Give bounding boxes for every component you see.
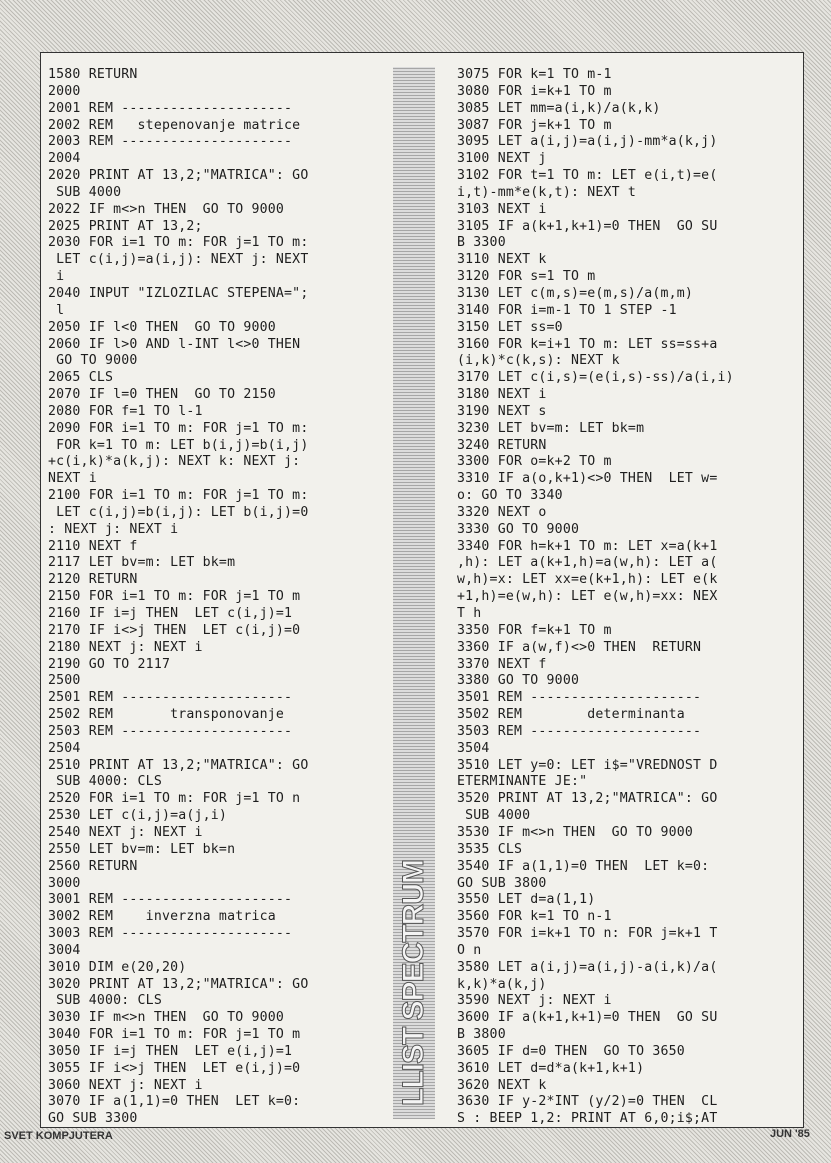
code-line: 2040 INPUT "IZLOZILAC STEPENA="; — [48, 285, 309, 301]
code-line: 2504 — [48, 740, 81, 756]
code-line: 2070 IF l=0 THEN GO TO 2150 — [48, 387, 276, 403]
code-line: 2001 REM --------------------- — [48, 100, 293, 116]
code-line: FOR k=1 TO m: LET b(i,j)=b(i,j) — [48, 437, 309, 453]
code-line: ,h): LET a(k+1,h)=a(w,h): LET a( — [457, 555, 718, 571]
spine-label-text: LLIST SPECTRUM — [397, 860, 430, 1106]
code-line: i — [48, 269, 65, 285]
code-line: 2000 — [48, 83, 81, 99]
code-line: k,k)*a(k,j) — [457, 976, 547, 992]
code-line: 2120 RETURN — [48, 572, 138, 588]
code-line: 2050 IF l<0 THEN GO TO 9000 — [48, 319, 276, 335]
code-line: 3150 LET ss=0 — [457, 319, 563, 335]
code-line: 3230 LET bv=m: LET bk=m — [457, 420, 645, 436]
code-line: 3070 IF a(1,1)=0 THEN LET k=0: — [48, 1094, 301, 1110]
code-line: 3340 FOR h=k+1 TO m: LET x=a(k+1 — [457, 538, 718, 554]
code-line: 2110 NEXT f — [48, 538, 138, 554]
code-line: 3102 FOR t=1 TO m: LET e(i,t)=e( — [457, 168, 718, 184]
right-code-column — [457, 67, 801, 1128]
code-line: 2160 IF i=j THEN LET c(i,j)=1 — [48, 606, 293, 621]
code-line: 3550 LET d=a(1,1) — [457, 892, 596, 908]
code-line: w,h)=x: LET xx=e(k+1,h): LET e(k — [457, 572, 718, 588]
code-line: 2503 REM --------------------- — [48, 723, 293, 739]
code-line: 3180 NEXT i — [457, 387, 547, 403]
code-line: 2030 FOR i=1 TO m: FOR j=1 TO m: — [48, 235, 309, 251]
code-line: o: GO TO 3340 — [457, 488, 563, 504]
code-line: 3170 LET c(i,s)=(e(i,s)-ss)/a(i,i) — [457, 370, 734, 386]
code-line: 3605 IF d=0 THEN GO TO 3650 — [457, 1043, 685, 1059]
code-line: 3600 IF a(k+1,k+1)=0 THEN GO SU — [457, 1010, 718, 1026]
code-line: 2180 NEXT j: NEXT i — [48, 639, 203, 655]
code-line: B 3800 — [457, 1027, 506, 1043]
code-line: 2530 LET c(i,j)=a(j,i) — [48, 808, 228, 824]
code-line: 3504 — [457, 740, 490, 756]
code-line: 3503 REM --------------------- — [457, 723, 702, 739]
code-line: 3040 FOR i=1 TO m: FOR j=1 TO m — [48, 1027, 301, 1043]
code-line: 3300 FOR o=k+2 TO m — [457, 454, 612, 470]
code-line: l — [48, 302, 65, 318]
code-line: 3370 NEXT f — [457, 656, 547, 672]
left-code-column — [48, 67, 393, 1128]
code-line: NEXT i — [48, 471, 97, 487]
code-line: : NEXT j: NEXT i — [48, 521, 179, 537]
code-line: O n — [457, 942, 482, 958]
code-line: GO SUB 3800 — [457, 875, 547, 891]
code-line: 3100 NEXT j — [457, 151, 547, 167]
code-line: S : BEEP 1,2: PRINT AT 6,0;i$;AT — [457, 1111, 718, 1127]
code-line: 2550 LET bv=m: LET bk=n — [48, 841, 236, 857]
code-line: (i,k)*c(k,s): NEXT k — [457, 353, 620, 369]
code-line: 2004 — [48, 151, 81, 167]
code-line: 2020 PRINT AT 13,2;"MATRICA": GO — [48, 168, 309, 184]
code-line: 3520 PRINT AT 13,2;"MATRICA": GO — [457, 791, 718, 807]
code-line: 2117 LET bv=m: LET bk=m — [48, 555, 236, 571]
code-line: 3240 RETURN — [457, 437, 547, 453]
code-line: 3330 GO TO 9000 — [457, 521, 580, 537]
code-line: 3030 IF m<>n THEN GO TO 9000 — [48, 1010, 285, 1026]
code-line: 3160 FOR k=i+1 TO m: LET ss=ss+a — [457, 336, 718, 352]
code-line: 3350 FOR f=k+1 TO m — [457, 622, 612, 638]
code-line: 2025 PRINT AT 13,2; — [48, 218, 203, 234]
code-line: SUB 4000: CLS — [48, 993, 162, 1009]
footer-magazine-name: SVET KOMPJUTERA — [4, 1130, 113, 1142]
code-line: 3003 REM --------------------- — [48, 926, 293, 942]
code-line: 2090 FOR i=1 TO m: FOR j=1 TO m: — [48, 420, 309, 436]
code-line: 3010 DIM e(20,20) — [48, 959, 187, 975]
code-line: 2022 IF m<>n THEN GO TO 9000 — [48, 201, 285, 217]
code-line: 3004 — [48, 942, 81, 958]
code-line: B 3300 — [457, 235, 506, 251]
code-line: SUB 4000 — [457, 808, 531, 824]
code-line: 2002 REM stepenovanje matrice — [48, 117, 301, 133]
code-line: 2100 FOR i=1 TO m: FOR j=1 TO m: — [48, 488, 309, 504]
code-line: LET c(i,j)=a(i,j): NEXT j: NEXT — [48, 252, 309, 268]
code-line: 2080 FOR f=1 TO l-1 — [48, 403, 203, 419]
code-line: 3055 IF i<>j THEN LET e(i,j)=0 — [48, 1060, 301, 1076]
code-line: 1580 RETURN — [48, 67, 138, 82]
code-line: 3540 IF a(1,1)=0 THEN LET k=0: — [457, 858, 710, 874]
code-line: 3060 NEXT j: NEXT i — [48, 1077, 203, 1093]
code-line: 3130 LET c(m,s)=e(m,s)/a(m,m) — [457, 285, 694, 301]
listing-page — [40, 52, 804, 1128]
code-line: 3140 FOR i=m-1 TO 1 STEP -1 — [457, 302, 677, 318]
code-line: 3620 NEXT k — [457, 1077, 547, 1093]
code-line: 3630 IF y-2*INT (y/2)=0 THEN CL — [457, 1094, 718, 1110]
spine-label — [393, 853, 435, 1113]
code-line: 2003 REM --------------------- — [48, 134, 293, 150]
code-line: 2520 FOR i=1 TO m: FOR j=1 TO n — [48, 791, 301, 807]
code-line: 3560 FOR k=1 TO n-1 — [457, 909, 612, 925]
footer-issue-date: JUN '85 — [770, 1128, 810, 1140]
code-line: 3570 FOR i=k+1 TO n: FOR j=k+1 T — [457, 926, 718, 942]
code-line: 3085 LET mm=a(i,k)/a(k,k) — [457, 100, 661, 116]
code-line: 3110 NEXT k — [457, 252, 547, 268]
code-line: 3320 NEXT o — [457, 504, 547, 520]
code-line: 3535 CLS — [457, 841, 523, 857]
code-line: ETERMINANTE JE:" — [457, 774, 588, 790]
code-line: 3360 IF a(w,f)<>0 THEN RETURN — [457, 639, 702, 655]
code-line: SUB 4000 — [48, 184, 122, 200]
code-line: 2170 IF i<>j THEN LET c(i,j)=0 — [48, 622, 301, 638]
code-line: 3001 REM --------------------- — [48, 892, 293, 908]
code-line: 2190 GO TO 2117 — [48, 656, 171, 672]
code-line: T h — [457, 606, 482, 621]
code-line: 3050 IF i=j THEN LET e(i,j)=1 — [48, 1043, 293, 1059]
code-line: 2540 NEXT j: NEXT i — [48, 824, 203, 840]
code-line: 2500 — [48, 673, 81, 689]
code-line: 3380 GO TO 9000 — [457, 673, 580, 689]
code-line: 3510 LET y=0: LET i$="VREDNOST D — [457, 757, 718, 773]
code-line: GO TO 9000 — [48, 353, 138, 369]
code-line: 3580 LET a(i,j)=a(i,j)-a(i,k)/a( — [457, 959, 718, 975]
code-line: 3075 FOR k=1 TO m-1 — [457, 67, 612, 82]
code-line: 2060 IF l>0 AND l-INT l<>0 THEN — [48, 336, 301, 352]
code-line: 3105 IF a(k+1,k+1)=0 THEN GO SU — [457, 218, 718, 234]
code-line: 3000 — [48, 875, 81, 891]
code-line: +1,h)=e(w,h): LET e(w,h)=xx: NEX — [457, 589, 718, 605]
code-line: 2065 CLS — [48, 370, 114, 386]
code-line: 3590 NEXT j: NEXT i — [457, 993, 612, 1009]
code-line: 3501 REM --------------------- — [457, 690, 702, 706]
code-line: +c(i,k)*a(k,j): NEXT k: NEXT j: — [48, 454, 301, 470]
code-line: 3502 REM determinanta — [457, 707, 685, 723]
code-line: GO SUB 3300 — [48, 1111, 138, 1127]
code-line: 2501 REM --------------------- — [48, 690, 293, 706]
code-line: 3530 IF m<>n THEN GO TO 9000 — [457, 824, 694, 840]
code-line: LET c(i,j)=b(i,j): LET b(i,j)=0 — [48, 504, 309, 520]
code-line: 3020 PRINT AT 13,2;"MATRICA": GO — [48, 976, 309, 992]
code-line: 3190 NEXT s — [457, 403, 547, 419]
code-line: 3310 IF a(o,k+1)<>0 THEN LET w= — [457, 471, 718, 487]
code-line: 2510 PRINT AT 13,2;"MATRICA": GO — [48, 757, 309, 773]
code-line: 3080 FOR i=k+1 TO m — [457, 83, 612, 99]
code-line: 3002 REM inverzna matrica — [48, 909, 276, 925]
code-line: SUB 4000: CLS — [48, 774, 162, 790]
code-line: 3087 FOR j=k+1 TO m — [457, 117, 612, 133]
code-line: 3610 LET d=d*a(k+1,k+1) — [457, 1060, 645, 1076]
code-line: 3095 LET a(i,j)=a(i,j)-mm*a(k,j) — [457, 134, 718, 150]
code-line: i,t)-mm*e(k,t): NEXT t — [457, 184, 637, 200]
code-line: 2560 RETURN — [48, 858, 138, 874]
code-line: 2502 REM transponovanje — [48, 707, 285, 723]
code-line: 3103 NEXT i — [457, 201, 547, 217]
code-line: 2150 FOR i=1 TO m: FOR j=1 TO m — [48, 589, 301, 605]
code-line: 3120 FOR s=1 TO m — [457, 269, 596, 285]
